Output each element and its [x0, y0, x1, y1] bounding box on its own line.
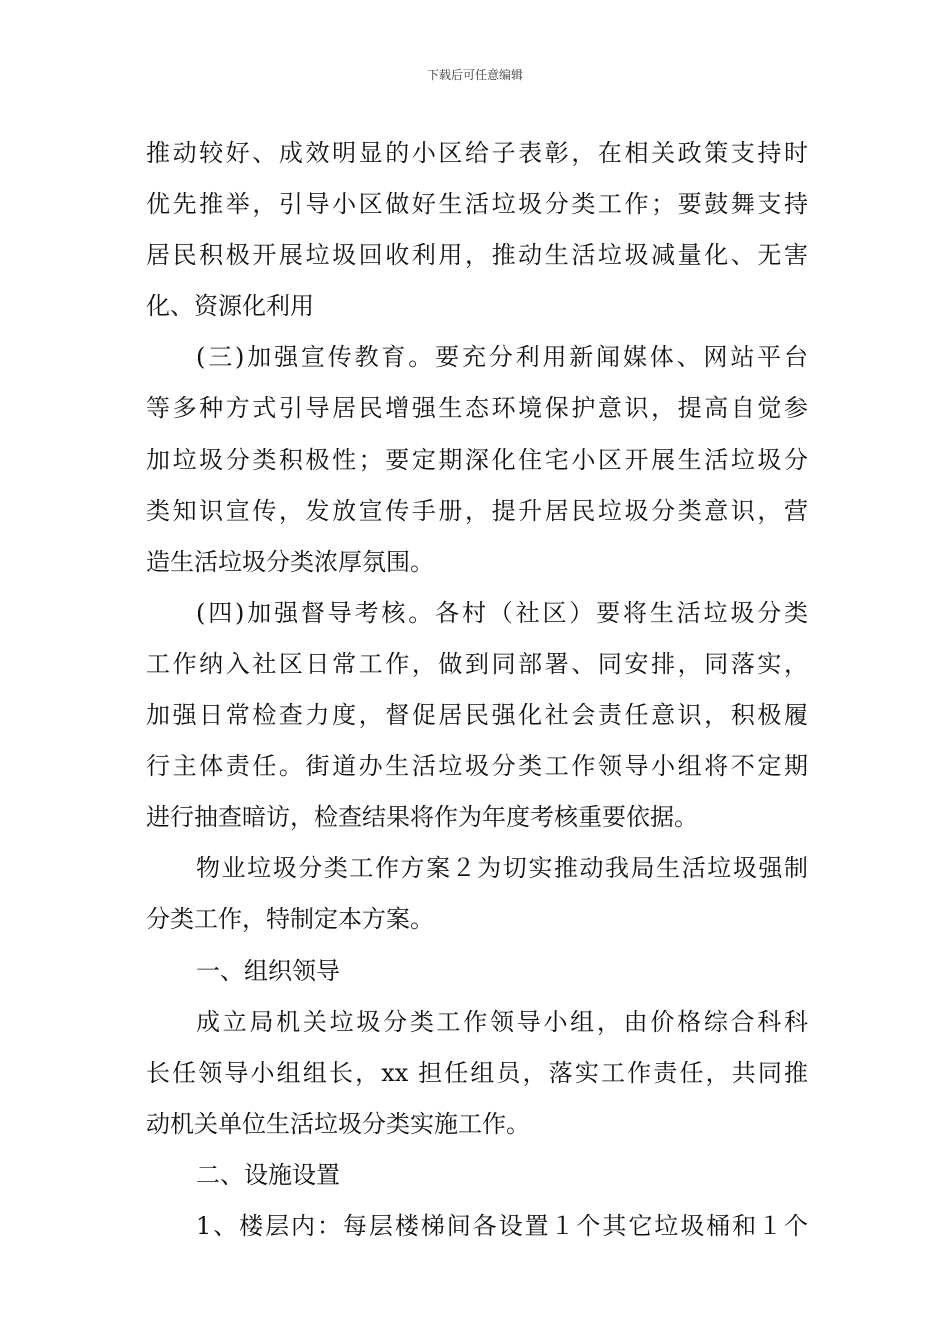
paragraph-line: 分类工作，特制定本方案。 — [146, 905, 434, 934]
paragraph-line: 1、楼层内：每层楼梯间各设置１个其它垃圾桶和１个 — [196, 1211, 808, 1240]
paragraph-line: 类知识宣传，发放宣传手册，提升居民垃圾分类意识，营 — [146, 496, 808, 525]
document-body — [146, 128, 808, 1252]
paragraph-line: 动机关单位生活垃圾分类实施工作。 — [146, 1109, 530, 1138]
paragraph-line: 化、资源化利用 — [146, 292, 314, 321]
paragraph-line: 长任领导小组组长，xx 担任组员，落实工作责任，共同推 — [146, 1058, 808, 1087]
paragraph-line: 成立局机关垃圾分类工作领导小组，由价格综合科科 — [196, 1007, 808, 1036]
section-heading: 二、设施设置 — [196, 1160, 340, 1189]
paragraph-line: 推动较好、成效明显的小区给子表彰，在相关政策支持时 — [146, 139, 808, 167]
paragraph-line: 造生活垃圾分类浓厚氛围。 — [146, 547, 434, 576]
paragraph-line: 优先推举，引导小区做好生活垃圾分类工作；要鼓舞支持 — [146, 190, 808, 219]
paragraph-line: (四)加强督导考核。各村（社区）要将生活垃圾分类 — [196, 598, 808, 627]
paragraph-line: 进行抽查暗访，检查结果将作为年度考核重要依据。 — [146, 803, 698, 832]
paragraph-line: 行主体责任。街道办生活垃圾分类工作领导小组将不定期 — [146, 752, 808, 781]
paragraph-line: 物业垃圾分类工作方案２为切实推动我局生活垃圾强制 — [196, 854, 808, 883]
section-heading: 一、组织领导 — [196, 956, 340, 985]
paragraph-line: (三)加强宣传教育。要充分利用新闻媒体、网站平台 — [196, 343, 808, 372]
paragraph-line: 居民积极开展垃圾回收利用，推动生活垃圾减量化、无害 — [146, 241, 808, 270]
download-note: 下载后可任意编辑 — [426, 68, 523, 82]
paragraph-line: 加强日常检查力度，督促居民强化社会责任意识，积极履 — [146, 701, 808, 730]
paragraph-line: 工作纳入社区日常工作，做到同部署、同安排，同落实， — [146, 649, 808, 678]
paragraph-line: 等多种方式引导居民增强生态环境保护意识，提高自觉参 — [146, 394, 808, 423]
paragraph-line: 加垃圾分类积极性；要定期深化住宅小区开展生活垃圾分 — [146, 445, 808, 474]
